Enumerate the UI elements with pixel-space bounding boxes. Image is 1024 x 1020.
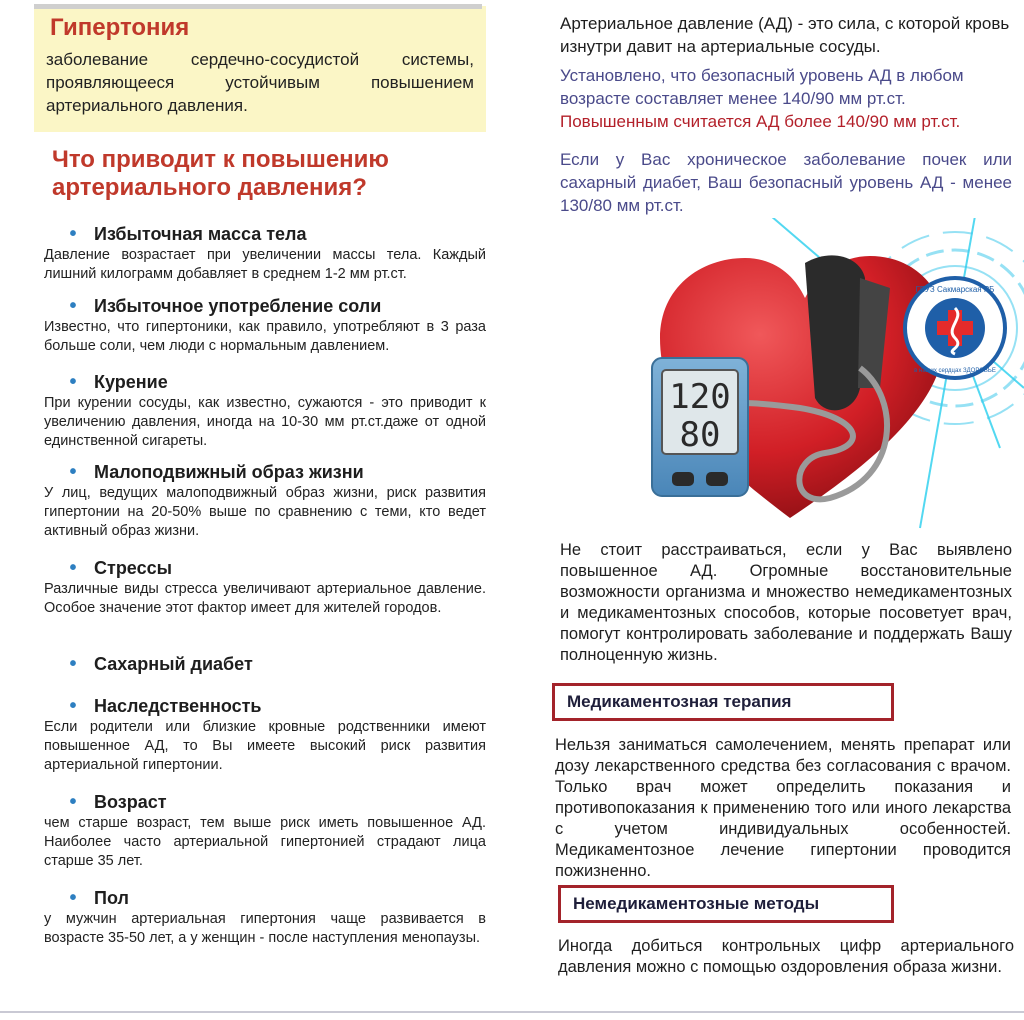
bp-monitor (652, 358, 748, 496)
bullet-icon: • (69, 556, 77, 579)
cause-heading: Наследственность (94, 695, 262, 716)
non-medication-text: Иногда добиться контрольных цифр артериального давления можно с помощью оздоровления образа жизни. (558, 937, 1014, 976)
bullet-icon: • (69, 886, 77, 909)
causes-list (44, 222, 486, 948)
cause-heading: Малоподвижный образ жизни (94, 461, 364, 482)
cause-item (44, 886, 486, 948)
bottom-divider (0, 1011, 1024, 1013)
intro-top-rule (34, 4, 482, 42)
cause-heading: Курение (94, 371, 168, 392)
cause-text: Если родители или близкие кровные родственники имеют повышенное АД, то Вы имеете высокий риск развития артериальной гипертонии. (44, 719, 486, 773)
bullet-icon: • (69, 652, 77, 675)
bp-safe-level: Установлено, что безопасный уровень АД в любом возрасте составляет менее 140/90 мм рт.ст. (560, 66, 964, 108)
cause-heading: Избыточная масса тела (94, 223, 307, 244)
bullet-icon: • (69, 790, 77, 813)
cause-heading: Сахарный диабет (94, 653, 253, 674)
cause-item (44, 652, 486, 694)
bullet-icon: • (69, 694, 77, 717)
cause-item (44, 790, 486, 886)
bp-definition: Артериальное давление (АД) - это сила, с которой кровь изнутри давит на артериальные сосуды. (560, 14, 1010, 56)
cause-item (44, 694, 486, 790)
cause-text: у мужчин артериальная гипертония чаще развивается в возрасте 35-50 лет, а у женщин - после наступления менопаузы. (44, 911, 486, 946)
cause-text: Различные виды стресса увеличивают артериальное давление. Особое значение этот фактор имеет для жителей городов. (44, 581, 486, 616)
cause-text: У лиц, ведущих малоподвижный образ жизни, риск развития гипертонии на 20-50% выше по сравнению с теми, кто ведет активный образ жизни. (44, 485, 486, 539)
cause-heading: Пол (94, 887, 129, 908)
bp-high-level: Повышенным считается АД более 140/90 мм рт.ст. (560, 112, 961, 131)
bullet-icon: • (69, 370, 77, 393)
cause-text: Известно, что гипертоники, как правило, употребляют в 3 раза больше соли, чем люди с нормальным давлением. (44, 319, 486, 354)
cause-item (44, 222, 486, 294)
cause-heading: Возраст (94, 791, 167, 812)
section-non-medication-title: Немедикаментозные методы (558, 885, 894, 923)
bullet-icon: • (69, 460, 77, 483)
cause-heading: Стрессы (94, 557, 172, 578)
cause-heading: Избыточное употребление соли (94, 295, 382, 316)
cause-text: чем старше возраст, тем выше риск иметь повышенное АД. Наиболее часто артериальной гипертонией страдают лица старше 35 лет. (44, 815, 486, 869)
monitor-diastolic: 80 (679, 415, 721, 455)
cause-item (44, 556, 486, 652)
medication-text: Нельзя заниматься самолечением, менять препарат или дозу лекарственного средства без согласования с врачом. Только врач может определить показания и противопоказания к применению того или иного лекарства с учетом индивидуальных особенностей. Медикаментозное лечение гипертонии проводится пожизненно. (555, 736, 1011, 880)
reassure-text: Не стоит расстраиваться, если у Вас выявлено повышенное АД. Огромные восстановительные возможности организма и множество немедикаментозных и медикаментозных способов, которые посоветует врач, помогут контролировать заболевание и поддержать Вашу полноценную жизнь. (560, 541, 1012, 664)
causes-title: Что приводит к повышению артериального давления? (52, 146, 389, 201)
section-medication-title: Медикаментозная терапия (552, 683, 894, 721)
hospital-emblem (905, 278, 1005, 378)
intro-text: заболевание сердечно-сосудистой системы, проявляющееся устойчивым повышением артериального давления. (46, 50, 474, 115)
intro-title: Гипертония (50, 14, 190, 41)
emblem-bottom-text: в наших сердцах ЗДОРОВЬЕ (914, 368, 996, 374)
bullet-icon: • (69, 222, 77, 245)
monitor-systolic: 120 (669, 377, 731, 417)
cause-text: При курении сосуды, как известно, сужаются - это приводит к увеличению давления, иногда на 10-30 мм рт.ст.даже от одной единственной сигареты. (44, 395, 486, 449)
bullet-icon: • (69, 294, 77, 317)
cause-item (44, 370, 486, 460)
bottom-fade (558, 978, 1014, 1000)
cause-item (44, 294, 486, 370)
heart-monitor-illustration (560, 218, 1024, 548)
bp-chronic-note: Если у Вас хроническое заболевание почек или сахарный диабет, Ваш безопасный уровень АД - менее 130/80 мм рт.ст. (560, 150, 1012, 215)
cause-item (44, 460, 486, 556)
cause-text: Давление возрастает при увеличении массы тела. Каждый лишний килограмм добавляет в среднем 1-2 мм рт.ст. (44, 247, 486, 282)
emblem-top-text: ГБУЗ Сакмарская РБ (915, 285, 995, 294)
